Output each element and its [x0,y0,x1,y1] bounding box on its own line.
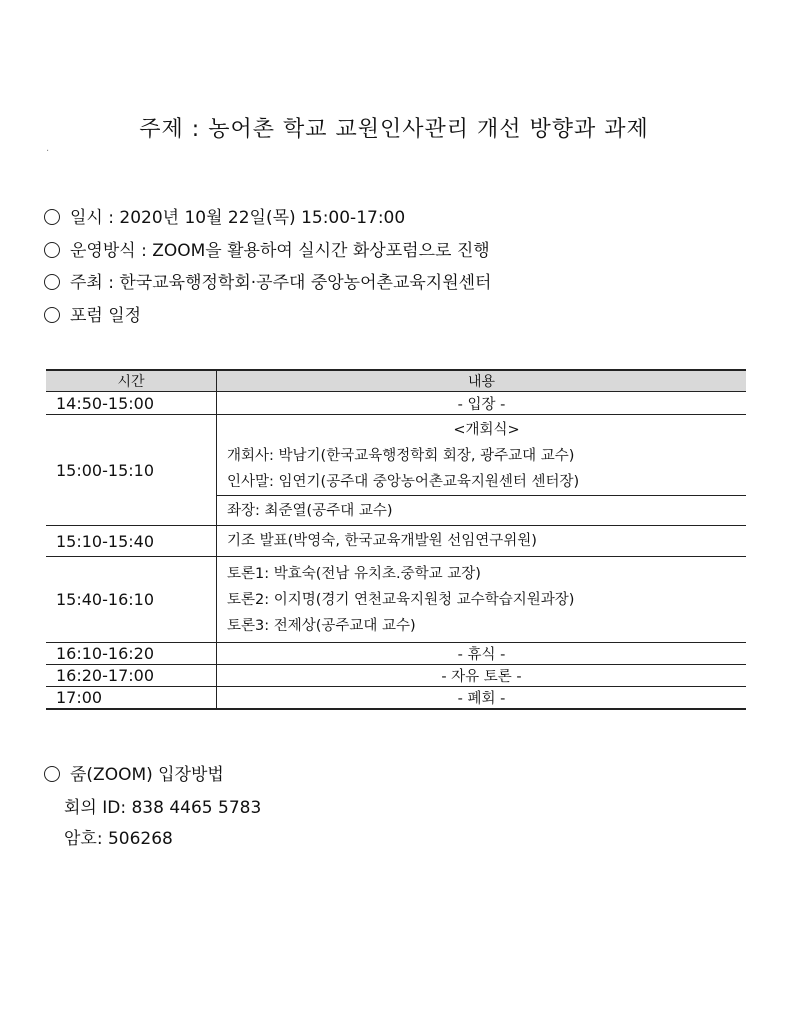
row-time: 17:00 [46,687,217,710]
row-content [217,557,747,643]
circle-bullet-icon [44,209,60,225]
bullet-date-text: 일시 : 2020년 10월 22일(목) 15:00-17:00 [70,208,406,228]
zoom-heading [44,760,224,785]
row-time: 16:10-16:20 [46,643,217,665]
greeting-speech: 인사말: 임연기(공주대 중앙농어촌교육지원센터 센터장) [227,474,580,490]
table-row [46,526,746,557]
zoom-password: 암호: 506268 [64,829,173,849]
bullet-host [44,268,491,293]
schedule-table [46,369,746,710]
chair-line: 좌장: 최준열(공주대 교수) [217,496,747,526]
bullet-method-text: 운영방식 : ZOOM을 활용하여 실시간 화상포럼으로 진행 [70,241,490,261]
bullet-schedule-text: 포럼 일정 [70,306,142,326]
bullet-date [44,203,405,228]
circle-bullet-icon [44,242,60,258]
row-time: 15:00-15:10 [46,415,217,526]
bullet-schedule [44,301,141,326]
zoom-heading-text: 줌(ZOOM) 입장방법 [70,765,224,785]
header-content: 내용 [217,370,747,392]
row-content: 기조 발표(박영숙, 한국교육개발원 선임연구위원) [217,526,747,557]
row-content [217,415,747,496]
row-content: - 폐회 - [217,687,747,710]
table-row [46,557,746,643]
document-title: 주제 : 농어촌 학교 교원인사관리 개선 방향과 과제 [139,117,649,142]
circle-bullet-icon [44,307,60,323]
discussant-2: 토론2: 이지명(경기 연천교육지원청 교수학습지원과장) [227,591,575,608]
bullet-host-text: 주최 : 한국교육행정학회·공주대 중앙농어촌교육지원센터 [70,273,492,293]
opening-speech: 개회사: 박남기(한국교육행정학회 회장, 광주교대 교수) [227,448,575,464]
discussant-3: 토론3: 전제상(공주교대 교수) [227,617,416,634]
stray-dot: · [46,146,50,157]
table-row [46,415,746,496]
header-time: 시간 [46,370,217,392]
table-row [46,643,746,665]
row-content: - 휴식 - [217,643,747,665]
table-header-row [46,370,746,392]
row-time: 14:50-15:00 [46,392,217,415]
row-time: 15:40-16:10 [46,557,217,643]
opening-ceremony-heading: <개회식> [453,422,520,438]
table-row [46,392,746,415]
table-row [46,687,746,710]
row-time: 16:20-17:00 [46,665,217,687]
bullet-method [44,236,490,261]
zoom-meeting-id: 회의 ID: 838 4465 5783 [64,798,262,818]
row-content: - 입장 - [217,392,747,415]
discussant-1: 토론1: 박효숙(전남 유치초.중학교 교장) [227,565,481,582]
table-row [46,665,746,687]
circle-bullet-icon [44,766,60,782]
row-content: - 자유 토론 - [217,665,747,687]
row-time: 15:10-15:40 [46,526,217,557]
circle-bullet-icon [44,274,60,290]
